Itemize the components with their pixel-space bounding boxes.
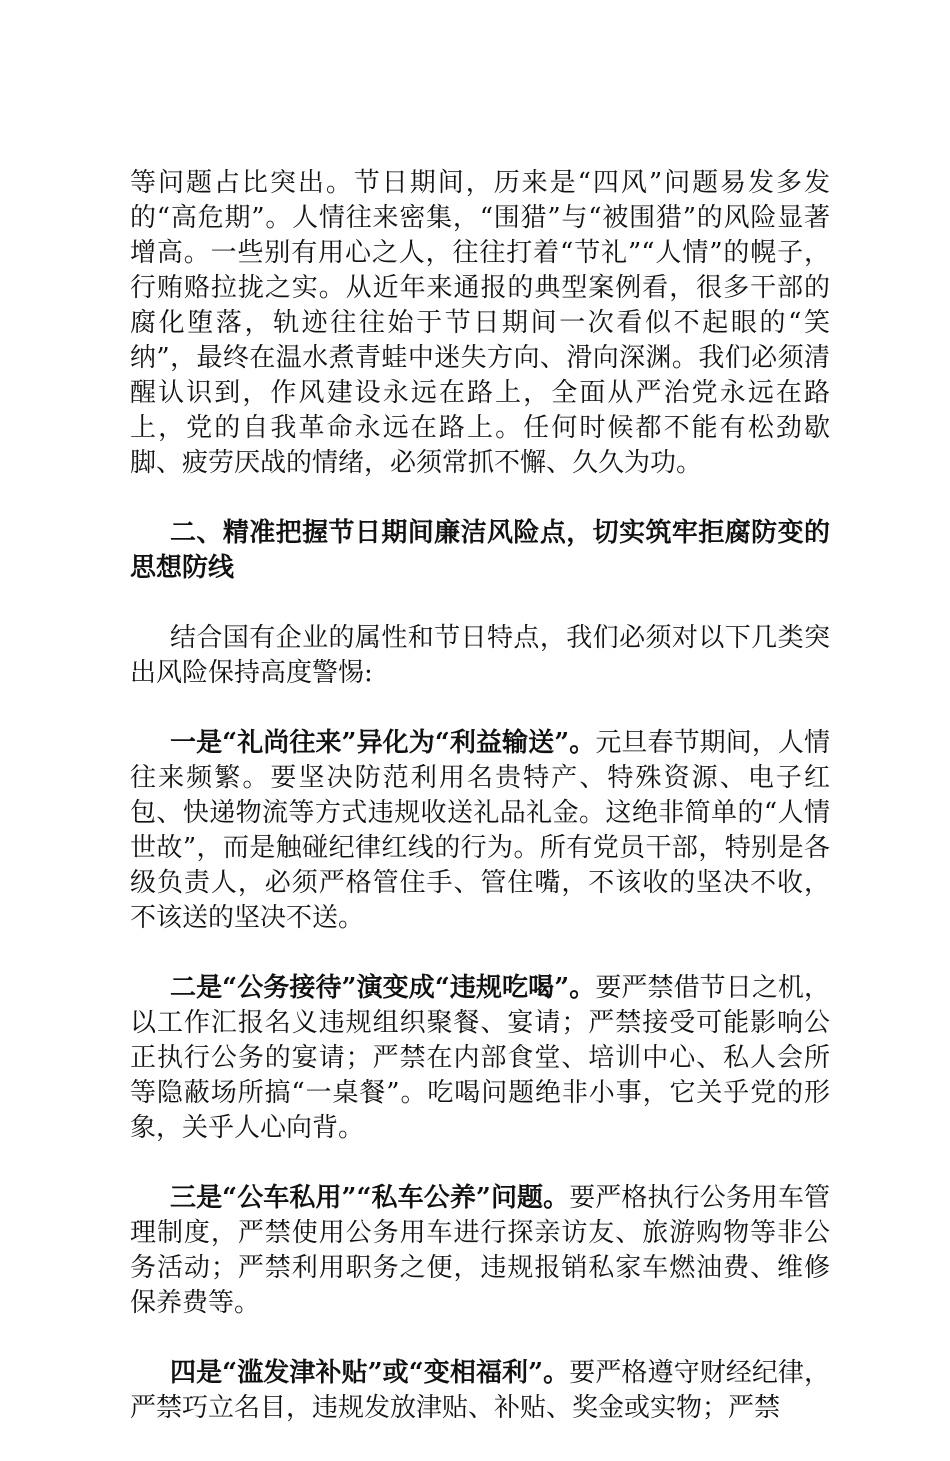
item-4-lead: 四是“滥发津补贴”或“变相福利”。 [170, 1358, 570, 1388]
paragraph-item-1 [130, 726, 830, 936]
item-3-lead: 三是“公车私用”“私车公养”问题。 [170, 1183, 570, 1213]
item-4-body: 要严格遵守财经纪律，严禁巧立名目，违规发放津贴、补贴、奖金或实物；严禁 [130, 1358, 830, 1423]
paragraph-intro: 结合国有企业的属性和节日特点，我们必须对以下几类突出风险保持高度警惕: [130, 623, 830, 688]
document-page [130, 166, 830, 1461]
item-1-lead: 一是“礼尚往来”异化为“利益输送”。 [170, 728, 596, 758]
item-2-lead: 二是“公务接待”演变成“违规吃喝”。 [170, 973, 596, 1003]
item-2-body: 要严禁借节日之机，以工作汇报名义违规组织聚餐、宴请；严禁接受可能影响公正执行公务的宴请；严禁在内部食堂、培训中心、私人会所等隐蔽场所搞“一桌餐”。吃喝问题绝非小事，它关乎党的形象，关乎人心向背。 [130, 973, 830, 1143]
paragraph-item-4 [130, 1356, 830, 1426]
paragraph-item-3 [130, 1181, 830, 1321]
paragraph-continuation: 等问题占比突出。节日期间，历来是“四风”问题易发多发的“高危期”。人情往来密集，“围猎”与“被围猎”的风险显著增高。一些别有用心之人，往往打着“节礼”“人情”的幌子，行贿赂拉拢之实。从近年来通报的典型案例看，很多干部的腐化堕落，轨迹往往始于节日期间一次看似不起眼的“笑纳”，最终在温水煮青蛙中迷失方向、滑向深渊。我们必须清醒认识到，作风建设永远在路上，全面从严治党永远在路上，党的自我革命永远在路上。任何时候都不能有松劲歇脚、疲劳厌战的情绪，必须常抓不懈、久久为功。 [130, 168, 830, 478]
item-3-body: 要严格执行公务用车管理制度，严禁使用公务用车进行探亲访友、旅游购物等非公务活动；严禁利用职务之便，违规报销私家车燃油费、维修保养费等。 [130, 1183, 830, 1318]
section-heading-2: 二、精准把握节日期间廉洁风险点，切实筑牢拒腐防变的思想防线 [130, 518, 830, 583]
paragraph-item-2 [130, 971, 830, 1146]
item-1-body: 元旦春节期间，人情往来频繁。要坚决防范利用名贵特产、特殊资源、电子红包、快递物流等方式违规收送礼品礼金。这绝非简单的“人情世故”，而是触碰纪律红线的行为。所有党员干部，特别是各级负责人，必须严格管住手、管住嘴，不该收的坚决不收，不该送的坚决不送。 [130, 728, 830, 933]
